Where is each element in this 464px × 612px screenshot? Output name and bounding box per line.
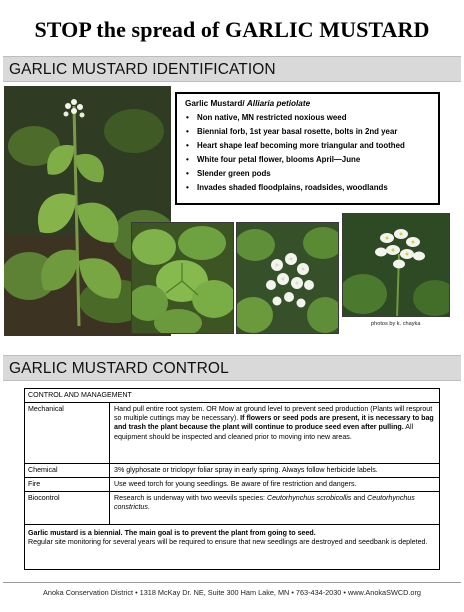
bullet-icon: • [186, 113, 189, 122]
bullet-icon: • [186, 155, 189, 164]
method-label: Biocontrol [25, 492, 110, 524]
method-label: Chemical [25, 464, 110, 477]
footer-divider [3, 582, 461, 583]
table-row [25, 492, 439, 525]
summary-note: Garlic mustard is a biennial. The main goal is to prevent the plant from going to seed. Regular site monitoring for several years will be required to ensure that new seedlings are destroyed and seedbank is depleted. [28, 529, 428, 547]
list-item: • Slender green pods [185, 167, 432, 181]
bullet-icon: • [186, 127, 189, 136]
page-title: STOP the spread of GARLIC MUSTARD [34, 17, 430, 42]
method-label: Mechanical [25, 403, 110, 463]
photo-flower-cluster [236, 222, 339, 334]
photo-basal-rosette [131, 222, 234, 334]
method-description: Use weed torch for young seedlings. Be aware of fire restriction and dangers. [114, 480, 357, 488]
rosette-illustration [132, 223, 234, 334]
latin-name: Alliaria petiolate [246, 99, 311, 108]
bullet-icon: • [186, 141, 189, 150]
control-table [24, 388, 440, 570]
table-row [25, 478, 439, 492]
table-title: CONTROL AND MANAGEMENT [28, 391, 132, 399]
method-label: Fire [25, 478, 110, 491]
bullet-icon: • [186, 169, 189, 178]
common-name: Garlic Mustard/ [185, 99, 245, 108]
photo-credit: photos by k. chayka [371, 321, 421, 327]
method-description: Hand pull entire root system. OR Mow at ground level to prevent seed production (Plants will resprout so multiple cuttings may be necessary). If flowers or seed pods are present, it is necessary to bag and trash the plant because the plant will continue to produce seed even after pulling. All equipment should be inspected and cleaned prior to moving into new areas. [114, 405, 434, 441]
method-description: 3% glyphosate or triclopyr foliar spray in early spring. Always follow herbicide labels. [114, 466, 378, 474]
footer-contact: Anoka Conservation District • 1318 McKay Dr. NE, Suite 300 Ham Lake, MN • 763-434-2030 • www.AnokaSWCD.org [43, 588, 421, 597]
bullet-icon: • [186, 183, 189, 192]
table-row [25, 403, 439, 464]
table-row [25, 525, 439, 571]
list-item: • White four petal flower, blooms April—June [185, 153, 432, 167]
flower-closeup-illustration [343, 214, 450, 317]
photo-flower-closeup [342, 213, 450, 317]
list-item: • Biennial forb, 1st year basal rosette, bolts in 2nd year [185, 125, 432, 139]
method-description: Research is underway with two weevils species: Ceutorhynchus scrobicollis and Ceutorhynchus constrictus. [114, 494, 415, 512]
identification-header: GARLIC MUSTARD IDENTIFICATION [3, 56, 461, 82]
list-item: • Heart shape leaf becoming more triangular and toothed [185, 139, 432, 153]
species-heading [185, 99, 432, 108]
list-item: • Non native, MN restricted noxious weed [185, 111, 432, 125]
identification-bullet-list [185, 111, 432, 195]
table-row [25, 464, 439, 478]
flower-cluster-illustration [237, 223, 339, 334]
identification-info-box [175, 92, 440, 205]
control-header: GARLIC MUSTARD CONTROL [3, 355, 461, 381]
list-item: • Invades shaded floodplains, roadsides, woodlands [185, 181, 432, 195]
table-row [25, 389, 439, 403]
